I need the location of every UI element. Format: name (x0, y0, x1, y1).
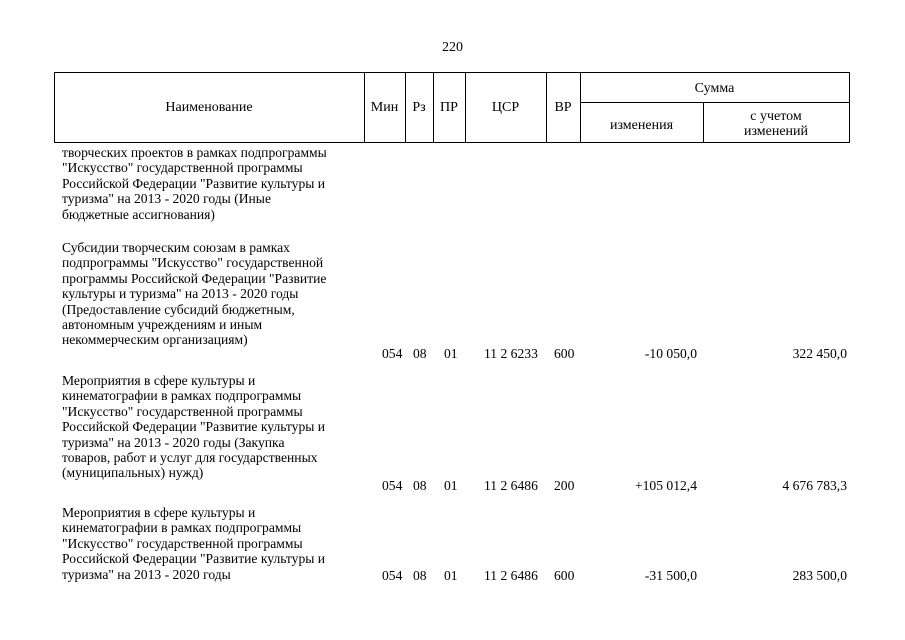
header-csr: ЦСР (491, 100, 520, 115)
row-description: Мероприятия в сфере культуры и кинематографии в рамках подпрограммы "Искусство" государственной программы Российской Федерации "Развитие культуры и туризма" на 2013 - 2020 годы (62, 505, 326, 582)
table-top-border (54, 72, 850, 73)
row-min: 054 (382, 478, 403, 493)
row-pr: 01 (444, 478, 458, 493)
row-total: 4 676 783,3 (782, 478, 847, 493)
row-description: Субсидии творческим союзам в рамках подпрограммы "Искусство" государственной программы Российской Федерации "Развитие культуры и туризма" на 2013 - 2020 годы (Предоставление субсидий бюджетным, автономным учреждениям и иным некоммерческим организациям) (62, 240, 327, 348)
header-rz: Рз (412, 100, 426, 115)
row-pr: 01 (444, 568, 458, 583)
header-bottom-border (54, 142, 850, 143)
row-vr: 600 (554, 568, 575, 583)
row-min: 054 (382, 568, 403, 583)
row-description: Мероприятия в сфере культуры и кинематографии в рамках подпрограммы "Искусство" государственной программы Российской Федерации "Развитие культуры и туризма" на 2013 - 2020 годы (Закупка товаров, работ и услуг для государственных (муниципальных) нужд) (62, 373, 326, 481)
col-border-right (849, 72, 850, 142)
header-with-changes-line1: с учетом (750, 109, 802, 124)
header-changes: изменения (609, 118, 674, 133)
row-pr: 01 (444, 346, 458, 361)
row-vr: 200 (554, 478, 575, 493)
row-description: творческих проектов в рамках подпрограммы "Искусство" государственной программы Российской Федерации "Развитие культуры и туризма" на 2013 - 2020 годы (Иные бюджетные ассигнования) (62, 145, 327, 222)
row-change: +105 012,4 (634, 478, 697, 493)
row-rz: 08 (413, 478, 427, 493)
page-number: 220 (442, 40, 463, 55)
row-min: 054 (382, 346, 403, 361)
header-pr: ПР (440, 100, 458, 115)
row-csr: 11 2 6486 (484, 568, 538, 583)
row-rz: 08 (413, 346, 427, 361)
row-vr: 600 (554, 346, 575, 361)
row-change: -10 050,0 (644, 346, 697, 361)
header-with-changes-line2: изменений (743, 124, 809, 139)
row-change: -31 500,0 (644, 568, 697, 583)
row-csr: 11 2 6233 (484, 346, 538, 361)
row-total: 322 450,0 (792, 346, 847, 361)
header-name: Наименование (165, 100, 253, 115)
header-with-changes (703, 109, 849, 139)
header-min: Мин (370, 100, 399, 115)
row-rz: 08 (413, 568, 427, 583)
row-total: 283 500,0 (792, 568, 847, 583)
header-vr: ВР (554, 100, 572, 115)
sum-subheader-border (580, 102, 850, 103)
row-csr: 11 2 6486 (484, 478, 538, 493)
header-sum: Сумма (694, 81, 735, 96)
